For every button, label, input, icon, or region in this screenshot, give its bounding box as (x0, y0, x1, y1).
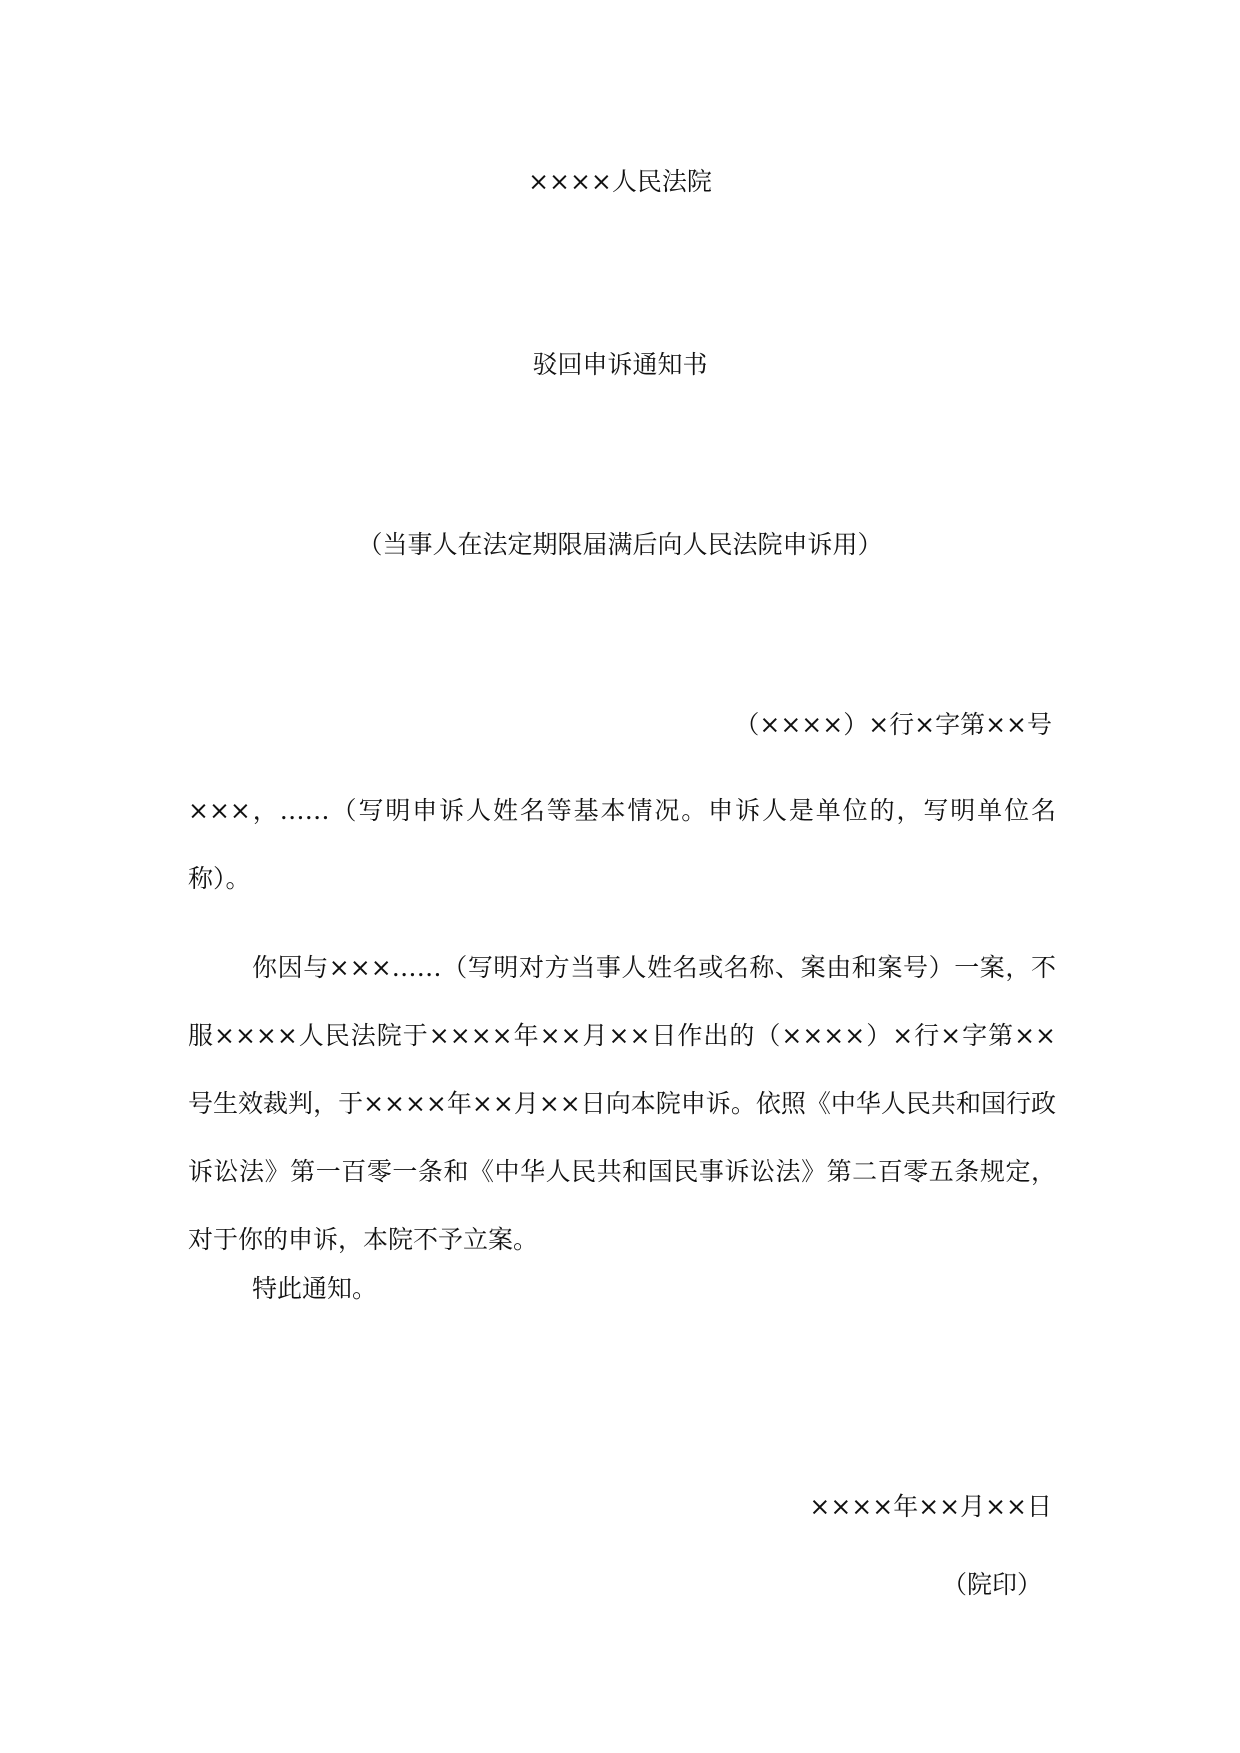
court-name-heading: ××××人民法院 (528, 167, 712, 196)
closing-statement: 特此通知。 (252, 1274, 378, 1303)
document-subtitle: （当事人在法定期限届满后向人民法院申诉用） (357, 530, 883, 559)
appellant-info-paragraph: ×××，……（写明申诉人姓名等基本情况。申诉人是单位的，写明单位名称）。 (188, 796, 1056, 893)
issue-date: ××××年××月××日 (809, 1492, 1052, 1521)
court-seal-label: （院印） (941, 1570, 1042, 1599)
main-body-paragraph: 你因与×××……（写明对方当事人姓名或名称、案由和案号）一案，不服××××人民法院于××××年××月××日作出的（××××）×行×字第××号生效裁判，于××××年××月××日向本院申诉。依照《中华人民共和国行政诉讼法》第一百零一条和《中华人民共和国民事诉讼法》第二百零五条规定，对于你的申诉，本院不予立案。 (188, 953, 1056, 1254)
document-title: 驳回申诉通知书 (532, 350, 708, 379)
case-number: （××××）×行×字第××号 (734, 710, 1052, 739)
